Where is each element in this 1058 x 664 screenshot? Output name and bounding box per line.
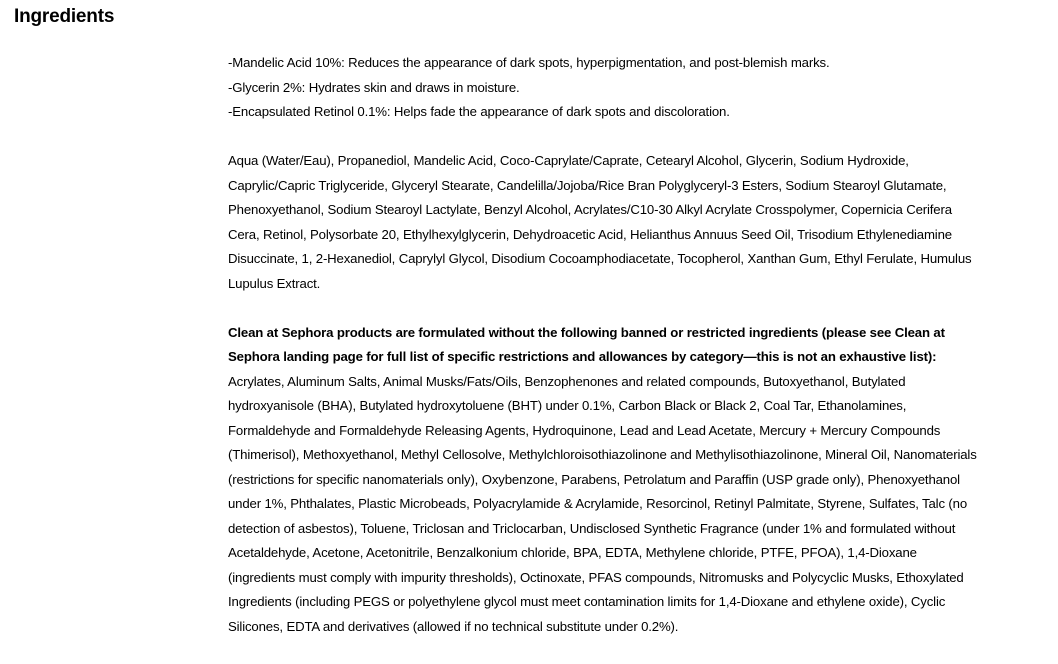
text-line: detection of asbestos), Toluene, Triclosan and Triclocarban, Undisclosed Synthetic Fragrance (under 1% and formulated without <box>228 520 956 536</box>
text-line: Formaldehyde and Formaldehyde Releasing Agents, Hydroquinone, Lead and Lead Acetate, Mercury + Mercury Compounds <box>228 422 941 438</box>
banned-ingredients-list <box>228 370 1054 640</box>
text-line: Clean at Sephora products are formulated without the following banned or restricted ingredients (please see Clean at <box>228 324 945 340</box>
text-line: (restrictions for specific nanomaterials only), Oxybenzone, Parabens, Petrolatum and Paraffin (USP grade only), Phenoxyethanol <box>228 471 960 487</box>
clean-statement <box>228 321 1054 370</box>
full-ingredient-list <box>228 149 1054 296</box>
text-line: Acetaldehyde, Acetone, Acetonitrile, Benzalkonium chloride, BPA, EDTA, Methylene chloride, PTFE, PFOA), 1,4-Dioxane <box>228 545 917 560</box>
section-heading: Ingredients <box>14 6 115 27</box>
text-line: Disuccinate, 1, 2-Hexanediol, Caprylyl Glycol, Disodium Cocoamphodiacetate, Tocopherol, Xanthan Gum, Ethyl Ferulate, Humulus <box>228 251 972 266</box>
text-line: Acrylates, Aluminum Salts, Animal Musks/Fats/Oils, Benzophenones and related compounds, Butoxyethanol, Butylated <box>228 373 906 389</box>
text-line: hydroxyanisole (BHA), Butylated hydroxytoluene (BHT) under 0.1%, Carbon Black or Black 2, Coal Tar, Ethanolamines, <box>228 398 907 413</box>
text-line: (ingredients must comply with impurity thresholds), Octinoxate, PFAS compounds, Nitromusks and Polycyclic Musks, Ethoxylated <box>228 569 964 585</box>
text-line: Lupulus Extract. <box>228 275 321 291</box>
text-line: Caprylic/Capric Triglyceride, Glyceryl Stearate, Candelilla/Jojoba/Rice Bran Polyglyceryl-3 Esters, Sodium Stearoyl Glutamate, <box>228 177 947 193</box>
text-line: (Thimerisol), Methoxyethanol, Methyl Cellosolve, Methylchloroisothiazolinone and Methylisothiazolinone, Mineral Oil, Nanomaterials <box>228 447 977 462</box>
text-line: Sephora landing page for full list of specific restrictions and allowances by category—this is not an exhaustive list): <box>228 349 937 364</box>
ingredients-content <box>228 51 1054 664</box>
text-line: Phenoxyethanol, Sodium Stearoyl Lactylate, Benzyl Alcohol, Acrylates/C10-30 Alkyl Acrylate Crosspolymer, Copernicia Cerifera <box>228 202 952 217</box>
text-line: under 1%, Phthalates, Plastic Microbeads, Polyacrylamide & Acrylamide, Resorcinol, Retinyl Palmitate, Styrene, Sulfates, Talc (no <box>228 496 968 511</box>
key-ingredients <box>228 51 1054 125</box>
text-line: Aqua (Water/Eau), Propanediol, Mandelic Acid, Coco-Caprylate/Caprate, Cetearyl Alcohol, Glycerin, Sodium Hydroxide, <box>228 153 909 168</box>
text-line: Cera, Retinol, Polysorbate 20, Ethylhexylglycerin, Dehydroacetic Acid, Helianthus Annuus Seed Oil, Trisodium Ethylenediamine <box>228 226 952 242</box>
text-line: Ingredients (including PEGS or polyethylene glycol must meet contamination limits for 1,4-Dioxane and ethylene oxide), Cyclic <box>228 594 946 609</box>
text-line: Silicones, EDTA and derivatives (allowed if no technical substitute under 0.2%). <box>228 618 679 634</box>
text-line: -Glycerin 2%: Hydrates skin and draws in moisture. <box>228 79 520 95</box>
text-line: -Encapsulated Retinol 0.1%: Helps fade the appearance of dark spots and discoloration. <box>228 104 730 119</box>
text-line: -Mandelic Acid 10%: Reduces the appearance of dark spots, hyperpigmentation, and post-blemish marks. <box>228 55 830 70</box>
clean-at-sephora-section <box>228 321 1054 640</box>
